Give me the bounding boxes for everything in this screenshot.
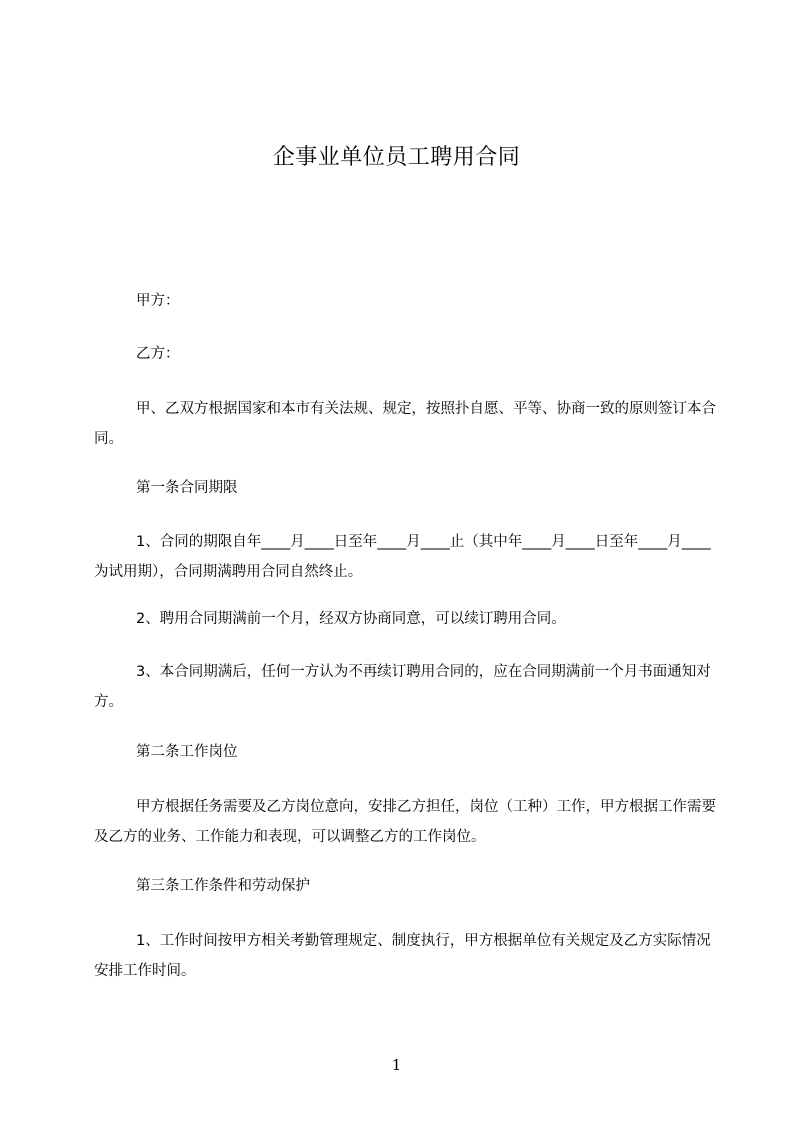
page-number: 1: [391, 1056, 402, 1074]
party-b-label: 乙方：: [136, 346, 180, 362]
party-a-label: 甲方：: [136, 293, 180, 309]
article2-heading: 第二条工作岗位: [136, 744, 238, 760]
article2-paragraph: 甲方根据任务需要及乙方岗位意向，安排乙方担任，岗位（工种）工作，甲方根据工作需要及乙方的业务、工作能力和表现，可以调整乙方的工作岗位。: [94, 799, 716, 845]
article1-item3: 3、本合同期满后，任何一方认为不再续订聘用合同的，应在合同期满前一个月书面通知对方。: [94, 664, 711, 710]
article3-heading: 第三条工作条件和劳动保护: [136, 878, 310, 894]
document-title: 企事业单位员工聘用合同: [272, 145, 521, 170]
article1-heading: 第一条合同期限: [136, 480, 238, 496]
article1-item1: 1、合同的期限自年____月____日至年____月____止（其中年____月____日至年____月____为试用期），合同期满聘用合同自然终止。: [94, 534, 711, 580]
article3-item1: 1、工作时间按甲方相关考勤管理规定、制度执行，甲方根据单位有关规定及乙方实际情况安排工作时间。: [94, 933, 711, 979]
article1-item2: 2、聘用合同期满前一个月，经双方协商同意，可以续订聘用合同。: [136, 611, 566, 627]
preamble-paragraph: 甲、乙双方根据国家和本市有关法规、规定，按照扑自愿、平等、协商一致的原则签订本合同。: [94, 401, 716, 447]
